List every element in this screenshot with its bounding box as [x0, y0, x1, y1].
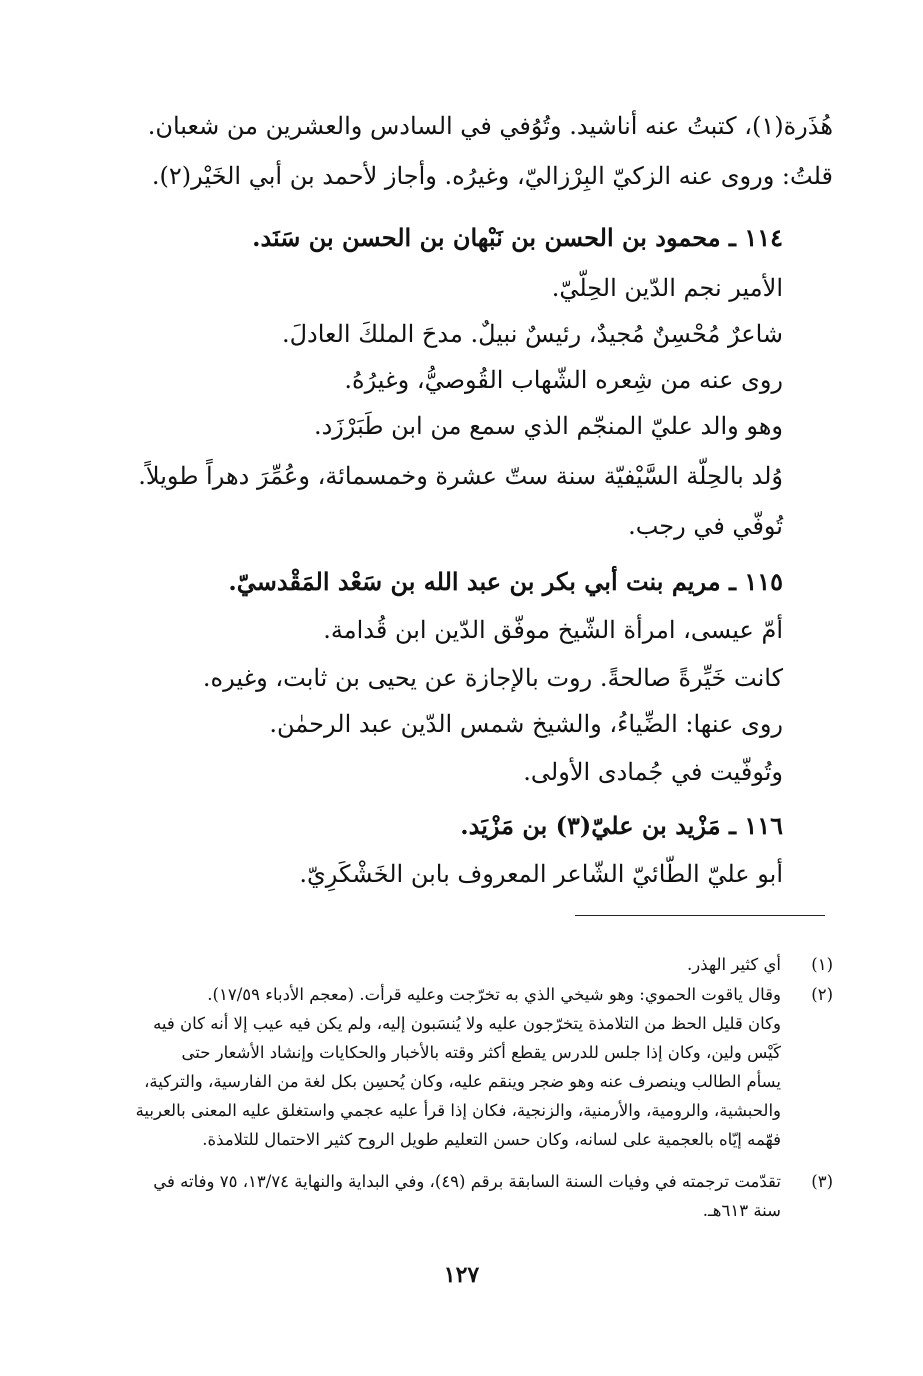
text-line: هُذَرة(١)، كتبتُ عنه أناشيد. وتُوُفي في السادس والعشرين من شعبان.	[147, 112, 833, 140]
footnote-line: يسأم الطالب وينصرف عنه وهو ضجر وينقم عليه، وكان يُحسِن بكل لغة من الفارسية، والتركية،	[144, 1072, 781, 1091]
footnote-line: فهّمه إيّاه بالعجمية على لسانه، وكان حسن التعليم طويل الروح كثير الاحتمال للتلامذة.	[202, 1130, 781, 1149]
text-line: تُوفّي في رجب.	[628, 512, 783, 540]
footnote-text: أي كثير الهذر.	[687, 955, 781, 974]
entry-heading-115: ١١٥ ـ مريم بنت أبي بكر بن عبد الله بن سَعْد المَقْدسيّ.	[228, 567, 783, 596]
footnote-divider	[575, 915, 825, 916]
text-line: وهو والد عليّ المنجّم الذي سمع من ابن طَبَرْزَد.	[313, 412, 783, 440]
footnote-line: وقال ياقوت الحموي: وهو شيخي الذي به تخرّجت وعليه قرأت. (معجم الأدباء ١٧/٥٩).	[207, 985, 781, 1004]
footnote-number: (٢)	[811, 985, 833, 1004]
text-line: قلتُ: وروى عنه الزكيّ البِرْزاليّ، وغيرُه. وأجاز لأحمد بن أبي الخَيْر(٢).	[151, 162, 833, 190]
text-line: الأمير نجم الدّين الحِلّيّ.	[551, 274, 783, 302]
text-line: وتُوفّيت في جُمادى الأولى.	[523, 758, 783, 786]
text-line: كانت خَيِّرةً صالحةً. روت بالإجازة عن يحيى بن ثابت، وغيره.	[202, 664, 783, 692]
entry-heading-114: ١١٤ ـ محمود بن الحسن بن نَبْهان بن الحسن بن سَنَد.	[252, 223, 783, 252]
entry-heading-116: ١١٦ ـ مَزْيد بن عليّ(٣) بن مَزْيَد.	[460, 811, 783, 840]
text-line: شاعرٌ مُحْسِنٌ مُجيدٌ، رئيسٌ نبيلٌ. مدحَ الملكَ العادلَ.	[281, 320, 783, 348]
text-line: روى عنها: الضِّياءُ، والشيخ شمس الدّين عبد الرحمٰن.	[269, 710, 783, 738]
footnote-number: (١)	[811, 955, 833, 974]
footnote-line: سنة ٦١٣هـ.	[702, 1201, 781, 1220]
text-line: أمّ عيسى، امرأة الشّيخ موفّق الدّين ابن قُدامة.	[323, 616, 783, 644]
footnote-number: (٣)	[811, 1172, 833, 1191]
text-line: روى عنه من شِعره الشّهاب القُوصيُّ، وغيرُهُ.	[344, 366, 783, 394]
text-line: وُلد بالحِلّة السَّيْفيّة سنة ستّ عشرة وخمسمائة، وعُمِّرَ دهراً طويلاً.	[138, 462, 783, 490]
footnote-line: كَيْس ولين، وكان إذا جلس للدرس يقطع أكثر وقته بالأخبار والحكايات وإنشاد الأشعار حتى	[181, 1043, 781, 1062]
footnote-line: والحبشية، والرومية، والأرمنية، والزنجية، فكان إذا قرأ عليه عجمي واستغلق عليه المعنى بالعربية	[135, 1101, 781, 1120]
page-number: ١٢٧	[443, 1262, 480, 1288]
footnote-line: تقدّمت ترجمته في وفيات السنة السابقة برقم (٤٩)، وفي البداية والنهاية ١٣/٧٤، ٧٥ وفاته في	[153, 1172, 781, 1191]
footnote-line: وكان قليل الحظ من التلامذة يتخرّجون عليه ولا يُنسَبون إليه، ولم يكن فيه عيب إلا أنه كان فيه	[153, 1014, 781, 1033]
text-line: أبو عليّ الطّائيّ الشّاعر المعروف بابن الخَشْكَرِيّ.	[299, 860, 783, 888]
